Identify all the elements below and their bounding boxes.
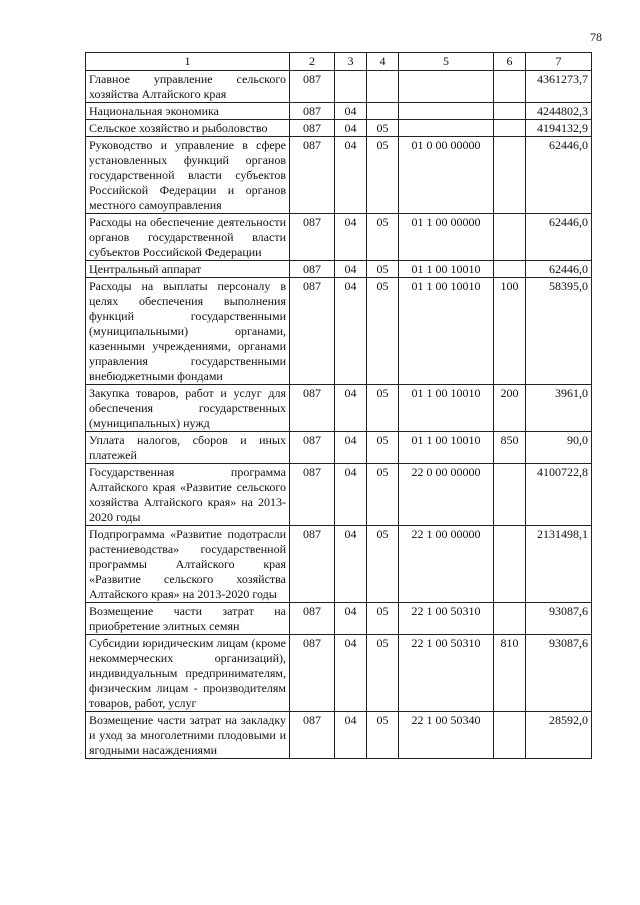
table-row: [86, 214, 592, 261]
row-c7-cell: 62446,0: [526, 137, 592, 214]
row-c5-cell: 01 1 00 10010: [399, 278, 494, 385]
row-c5-cell: 01 1 00 10010: [399, 261, 494, 278]
row-c6-cell: [494, 103, 526, 120]
row-c7-cell: 58395,0: [526, 278, 592, 385]
row-c7-cell: 90,0: [526, 432, 592, 464]
row-name-cell: Сельское хозяйство и рыболовство: [86, 120, 290, 137]
row-c6-cell: [494, 603, 526, 635]
row-c5-cell: [399, 120, 494, 137]
row-c6-cell: 100: [494, 278, 526, 385]
row-c6-cell: [494, 526, 526, 603]
row-c3-cell: 04: [335, 464, 367, 526]
row-c4-cell: 05: [367, 712, 399, 759]
row-c4-cell: 05: [367, 214, 399, 261]
table-row: [86, 278, 592, 385]
column-header: 7: [526, 53, 592, 71]
table-row: [86, 635, 592, 712]
row-c2-cell: 087: [290, 137, 335, 214]
row-c7-cell: 4194132,9: [526, 120, 592, 137]
row-c7-cell: 4361273,7: [526, 71, 592, 103]
row-c6-cell: 200: [494, 385, 526, 432]
row-c4-cell: 05: [367, 261, 399, 278]
column-header: 1: [86, 53, 290, 71]
row-c4-cell: 05: [367, 432, 399, 464]
row-c3-cell: 04: [335, 137, 367, 214]
row-name-cell: Возмещение части затрат на приобретение элитных семян: [86, 603, 290, 635]
row-c3-cell: 04: [335, 214, 367, 261]
row-c4-cell: [367, 71, 399, 103]
row-c3-cell: 04: [335, 712, 367, 759]
row-c2-cell: 087: [290, 261, 335, 278]
column-header: 5: [399, 53, 494, 71]
row-name-cell: Субсидии юридическим лицам (кроме некоммерческих организаций), индивидуальным предпринимателям, физическим лицам - производителям товаров, работ, услуг: [86, 635, 290, 712]
row-c7-cell: 4100722,8: [526, 464, 592, 526]
row-name-cell: Закупка товаров, работ и услуг для обеспечения государственных (муниципальных) нужд: [86, 385, 290, 432]
table-row: [86, 712, 592, 759]
row-name-cell: Центральный аппарат: [86, 261, 290, 278]
row-c3-cell: 04: [335, 432, 367, 464]
row-name-cell: Уплата налогов, сборов и иных платежей: [86, 432, 290, 464]
table-row: [86, 526, 592, 603]
row-c3-cell: 04: [335, 385, 367, 432]
row-c3-cell: [335, 71, 367, 103]
row-c2-cell: 087: [290, 120, 335, 137]
row-c7-cell: 62446,0: [526, 261, 592, 278]
row-c6-cell: 850: [494, 432, 526, 464]
row-c2-cell: 087: [290, 603, 335, 635]
row-c5-cell: 01 1 00 00000: [399, 214, 494, 261]
row-c3-cell: 04: [335, 261, 367, 278]
row-c2-cell: 087: [290, 214, 335, 261]
row-c5-cell: 22 1 00 00000: [399, 526, 494, 603]
row-c2-cell: 087: [290, 712, 335, 759]
row-c4-cell: 05: [367, 137, 399, 214]
row-c4-cell: 05: [367, 120, 399, 137]
table-row: [86, 120, 592, 137]
row-c3-cell: 04: [335, 603, 367, 635]
row-c5-cell: [399, 71, 494, 103]
row-c5-cell: [399, 103, 494, 120]
row-c6-cell: 810: [494, 635, 526, 712]
table-row: [86, 103, 592, 120]
row-c7-cell: 2131498,1: [526, 526, 592, 603]
row-c2-cell: 087: [290, 71, 335, 103]
row-c7-cell: 28592,0: [526, 712, 592, 759]
row-c6-cell: [494, 137, 526, 214]
row-name-cell: Главное управление сельского хозяйства Алтайского края: [86, 71, 290, 103]
row-c2-cell: 087: [290, 103, 335, 120]
row-c2-cell: 087: [290, 635, 335, 712]
row-c5-cell: 01 0 00 00000: [399, 137, 494, 214]
row-c4-cell: [367, 103, 399, 120]
row-c6-cell: [494, 214, 526, 261]
table-row: [86, 385, 592, 432]
budget-table: [85, 52, 592, 759]
row-c6-cell: [494, 261, 526, 278]
column-header: 4: [367, 53, 399, 71]
row-c5-cell: 01 1 00 10010: [399, 432, 494, 464]
row-c6-cell: [494, 71, 526, 103]
row-c3-cell: 04: [335, 103, 367, 120]
row-c4-cell: 05: [367, 464, 399, 526]
table-row: [86, 137, 592, 214]
row-c5-cell: 01 1 00 10010: [399, 385, 494, 432]
row-c2-cell: 087: [290, 278, 335, 385]
row-c4-cell: 05: [367, 603, 399, 635]
row-c2-cell: 087: [290, 526, 335, 603]
row-c4-cell: 05: [367, 278, 399, 385]
row-c5-cell: 22 1 00 50310: [399, 603, 494, 635]
row-c2-cell: 087: [290, 432, 335, 464]
row-c6-cell: [494, 712, 526, 759]
row-name-cell: Государственная программа Алтайского края «Развитие сельского хозяйства Алтайского края» на 2013-2020 годы: [86, 464, 290, 526]
row-name-cell: Подпрограмма «Развитие подотрасли растениеводства» государственной программы Алтайского края «Развитие сельского хозяйства Алтайского края» на 2013-2020 годы: [86, 526, 290, 603]
row-name-cell: Национальная экономика: [86, 103, 290, 120]
row-name-cell: Руководство и управление в сфере установленных функций органов государственной власти субъектов Российской Федерации и органов местного самоуправления: [86, 137, 290, 214]
row-c4-cell: 05: [367, 526, 399, 603]
row-c2-cell: 087: [290, 464, 335, 526]
table-row: [86, 71, 592, 103]
row-c7-cell: 4244802,3: [526, 103, 592, 120]
page-number: 78: [590, 30, 602, 44]
table-row: [86, 603, 592, 635]
row-c2-cell: 087: [290, 385, 335, 432]
row-c6-cell: [494, 120, 526, 137]
column-header: 6: [494, 53, 526, 71]
row-c3-cell: 04: [335, 120, 367, 137]
header-row: [86, 53, 592, 71]
row-c3-cell: 04: [335, 526, 367, 603]
row-name-cell: Возмещение части затрат на закладку и уход за многолетними плодовыми и ягодными насаждениями: [86, 712, 290, 759]
row-c7-cell: 62446,0: [526, 214, 592, 261]
row-c6-cell: [494, 464, 526, 526]
row-c5-cell: 22 1 00 50310: [399, 635, 494, 712]
row-c3-cell: 04: [335, 278, 367, 385]
row-name-cell: Расходы на выплаты персоналу в целях обеспечения выполнения функций государственными (муниципальными) органами, казенными учреждениями, органами управления государственными внебюджетными фондами: [86, 278, 290, 385]
column-header: 2: [290, 53, 335, 71]
column-header: 3: [335, 53, 367, 71]
table-row: [86, 464, 592, 526]
row-c4-cell: 05: [367, 385, 399, 432]
row-c7-cell: 93087,6: [526, 635, 592, 712]
row-c5-cell: 22 1 00 50340: [399, 712, 494, 759]
row-c5-cell: 22 0 00 00000: [399, 464, 494, 526]
row-c3-cell: 04: [335, 635, 367, 712]
row-c4-cell: 05: [367, 635, 399, 712]
row-name-cell: Расходы на обеспечение деятельности органов государственной власти субъектов Российской Федерации: [86, 214, 290, 261]
table-row: [86, 432, 592, 464]
row-c7-cell: 93087,6: [526, 603, 592, 635]
table-row: [86, 261, 592, 278]
row-c7-cell: 3961,0: [526, 385, 592, 432]
